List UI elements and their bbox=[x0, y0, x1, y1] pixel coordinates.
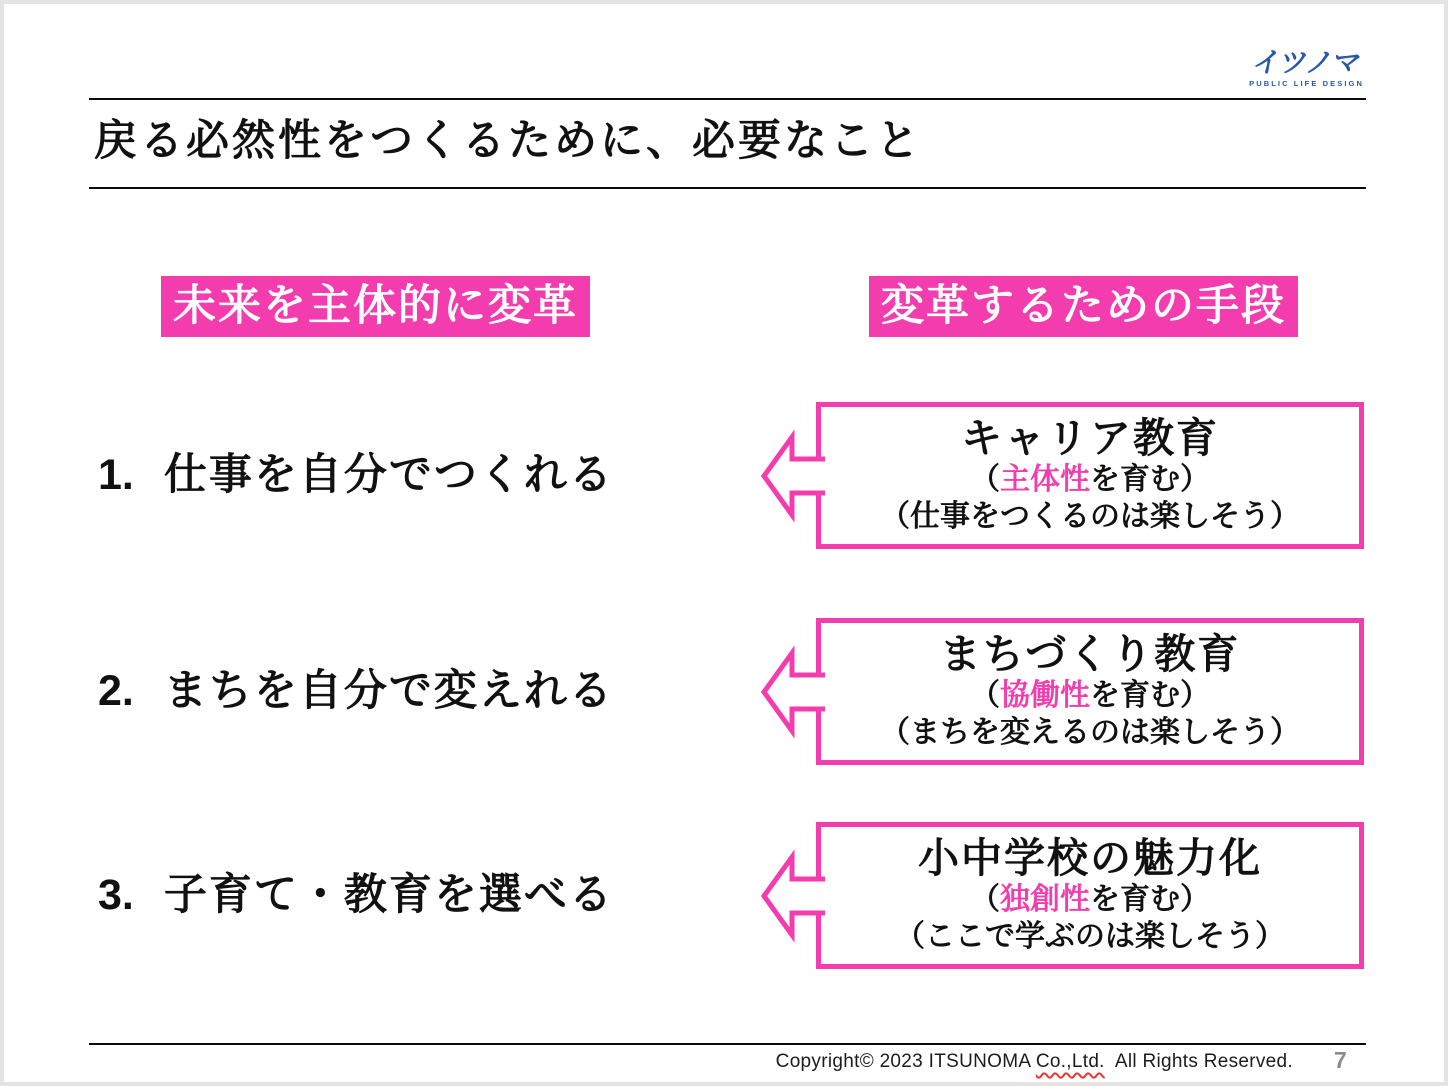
sub-keyword: 独創性 bbox=[1000, 883, 1090, 917]
list-item-text: まちを自分で変えれる bbox=[163, 667, 614, 715]
left-arrow-icon bbox=[761, 848, 825, 944]
sub-paren-open: （ bbox=[970, 679, 1000, 713]
method-box-career-education bbox=[816, 402, 1364, 549]
method-box-subtitle bbox=[970, 882, 1210, 919]
footer-divider bbox=[89, 1043, 1366, 1045]
method-box-subtitle bbox=[970, 678, 1210, 715]
method-box-note: （ここで学ぶのは楽しそう） bbox=[895, 920, 1285, 954]
logo-brand-mark: イツノマ bbox=[1250, 47, 1363, 78]
sub-rest: を育む） bbox=[1090, 679, 1210, 713]
sub-rest: を育む） bbox=[1090, 463, 1210, 497]
list-item bbox=[98, 445, 614, 505]
method-box-title: キャリア教育 bbox=[961, 415, 1219, 462]
column-header-left: 未来を主体的に変革 bbox=[161, 276, 590, 337]
sub-paren-open: （ bbox=[970, 463, 1000, 497]
list-item-text: 子育て・教育を選べる bbox=[163, 871, 614, 919]
sub-rest: を育む） bbox=[1090, 883, 1210, 917]
column-header-right: 変革するための手段 bbox=[869, 276, 1298, 337]
copyright-suffix: All Rights Reserved. bbox=[1104, 1051, 1293, 1072]
title-divider bbox=[89, 187, 1366, 189]
sub-paren-open: （ bbox=[970, 883, 1000, 917]
method-box-school-attractiveness bbox=[816, 822, 1364, 969]
copyright-company: Co.,Ltd. bbox=[1035, 1051, 1105, 1072]
top-divider bbox=[89, 98, 1366, 100]
page-number: 7 bbox=[1334, 1047, 1347, 1073]
copyright-text bbox=[776, 1051, 1293, 1073]
logo-tagline: PUBLIC LIFE DESIGN bbox=[1249, 79, 1364, 89]
slide-title: 戻る必然性をつくるために、必要なこと bbox=[94, 117, 922, 165]
list-item-number: 2. bbox=[98, 667, 134, 715]
list-item-number: 1. bbox=[98, 451, 134, 499]
left-arrow-icon bbox=[761, 644, 825, 740]
method-box-title: 小中学校の魅力化 bbox=[918, 835, 1262, 882]
method-box-note: （まちを変えるのは楽しそう） bbox=[880, 716, 1300, 750]
company-logo bbox=[1249, 48, 1364, 88]
list-item-number: 3. bbox=[98, 871, 134, 919]
method-box-subtitle bbox=[970, 462, 1210, 499]
method-box-note: （仕事をつくるのは楽しそう） bbox=[880, 500, 1300, 534]
copyright-prefix: Copyright© 2023 ITSUNOMA bbox=[775, 1051, 1036, 1072]
left-arrow-icon bbox=[761, 428, 825, 524]
method-box-title: まちづくり教育 bbox=[939, 631, 1241, 678]
method-box-machizukuri-education bbox=[816, 618, 1364, 765]
list-item bbox=[98, 865, 614, 925]
list-item bbox=[98, 661, 614, 721]
sub-keyword: 協働性 bbox=[1000, 679, 1090, 713]
sub-keyword: 主体性 bbox=[1000, 463, 1090, 497]
list-item-text: 仕事を自分でつくれる bbox=[163, 451, 614, 499]
